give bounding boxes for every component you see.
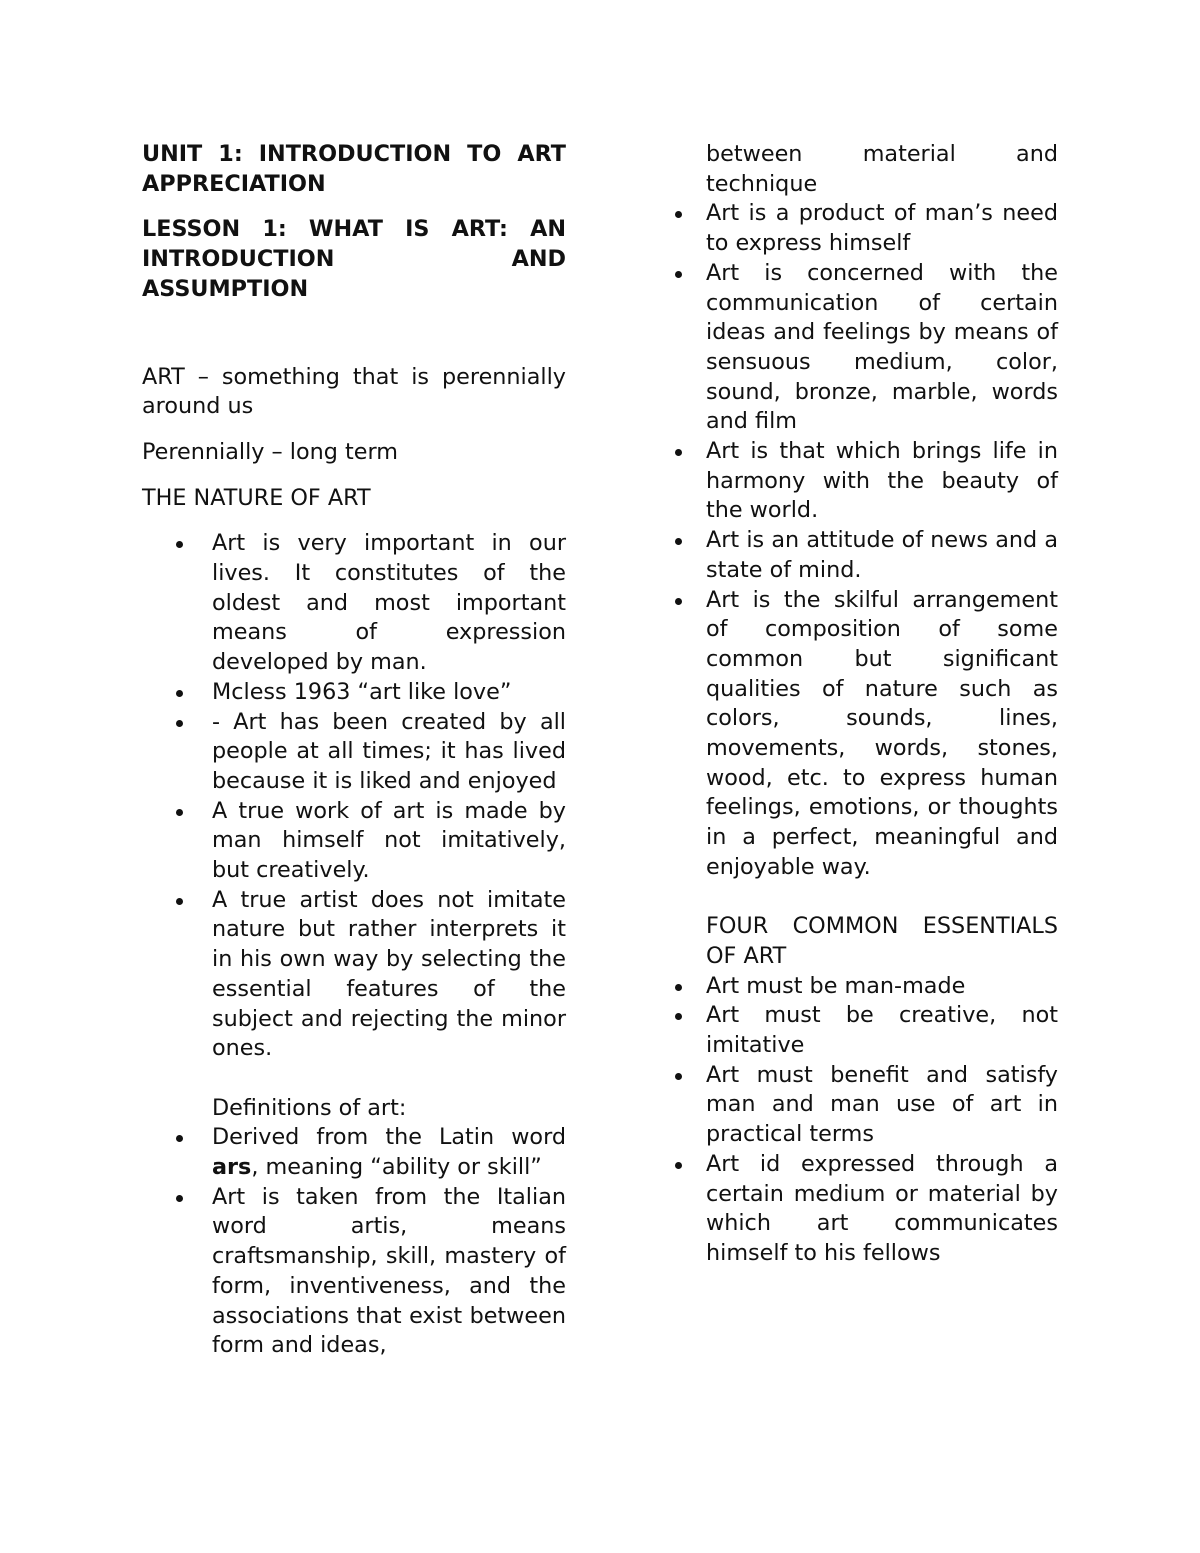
list-item: - Art has been created by all people at all times; it has lived because it is liked and enjoyed — [142, 708, 566, 797]
latin-word: ars — [212, 1154, 252, 1181]
list-item: Derived from the Latin word ars, meaning “ability or skill” — [142, 1123, 566, 1182]
unit-heading: UNIT 1: INTRODUCTION TO ART APPRECIATION — [142, 141, 566, 197]
bullet-icon — [675, 538, 682, 545]
bullet-icon — [176, 809, 183, 816]
bullet-icon — [176, 720, 183, 727]
bullet-icon — [675, 1013, 682, 1020]
bullet-icon — [176, 690, 183, 697]
essentials-list — [672, 972, 1058, 1269]
list-item: Art must be creative, not imitative — [672, 1001, 1058, 1060]
bullet-icon — [176, 541, 183, 548]
bullet-icon — [675, 598, 682, 605]
definitions-heading: Definitions of art: — [212, 1094, 407, 1121]
essentials-heading: FOUR COMMON ESSENTIALS OF ART — [706, 913, 1058, 969]
list-item: A true work of art is made by man himself not imitatively, but creatively. — [142, 797, 566, 886]
list-item: Art is that which brings life in harmony with the beauty of the world. — [672, 437, 1058, 526]
bullet-icon — [176, 898, 183, 905]
list-item: Art is the skilful arrangement of composition of some common but significant qualities of nature such as colors, sounds, lines, movements, words, stones, wood, etc. to express human feelings, emotions, or thoughts in a perfect, meaningful and enjoyable way. — [672, 586, 1058, 883]
list-item: A true artist does not imitate nature but rather interprets it in his own way by selecting the essential features of the subject and rejecting the minor ones. — [142, 886, 566, 1064]
list-item: Art id expressed through a certain medium or material by which art communicates himself to his fellows — [672, 1150, 1058, 1269]
nature-list — [142, 529, 566, 1064]
continuation-text: between material and technique — [706, 141, 1058, 197]
bullet-icon — [675, 449, 682, 456]
bullet-icon — [675, 1073, 682, 1080]
left-column — [142, 140, 566, 1361]
bullet-icon — [176, 1135, 183, 1142]
lesson-heading: LESSON 1: WHAT IS ART: AN INTRODUCTION AND ASSUMPTION — [142, 216, 566, 302]
list-item: Art is very important in our lives. It constitutes of the oldest and most important means of expression developed by man. — [142, 529, 566, 678]
list-item: Mcless 1963 “art like love” — [142, 678, 566, 708]
bullet-icon — [675, 271, 682, 278]
nature-heading: THE NATURE OF ART — [142, 484, 371, 511]
bullet-icon — [176, 1195, 183, 1202]
bullet-icon — [675, 984, 682, 991]
list-item: Art is concerned with the communication of certain ideas and feelings by means of sensuous medium, color, sound, bronze, marble, words and film — [672, 259, 1058, 437]
art-definition: ART – something that is perennially around us — [142, 363, 566, 420]
right-column — [672, 140, 1058, 1269]
list-item: Art is a product of man’s need to express himself — [672, 199, 1058, 258]
list-item: Art is taken from the Italian word artis, means craftsmanship, skill, mastery of form, inventiveness, and the associations that exist between form and ideas, — [142, 1183, 566, 1361]
perennially-definition: Perennially – long term — [142, 438, 398, 465]
bullet-icon — [675, 211, 682, 218]
list-item: Art must be man-made — [672, 972, 1058, 1002]
bullet-icon — [675, 1162, 682, 1169]
definitions-list — [142, 1123, 566, 1361]
list-item: Art is an attitude of news and a state of mind. — [672, 526, 1058, 585]
art-definitions-list — [672, 199, 1058, 882]
list-item: Art must benefit and satisfy man and man use of art in practical terms — [672, 1061, 1058, 1150]
